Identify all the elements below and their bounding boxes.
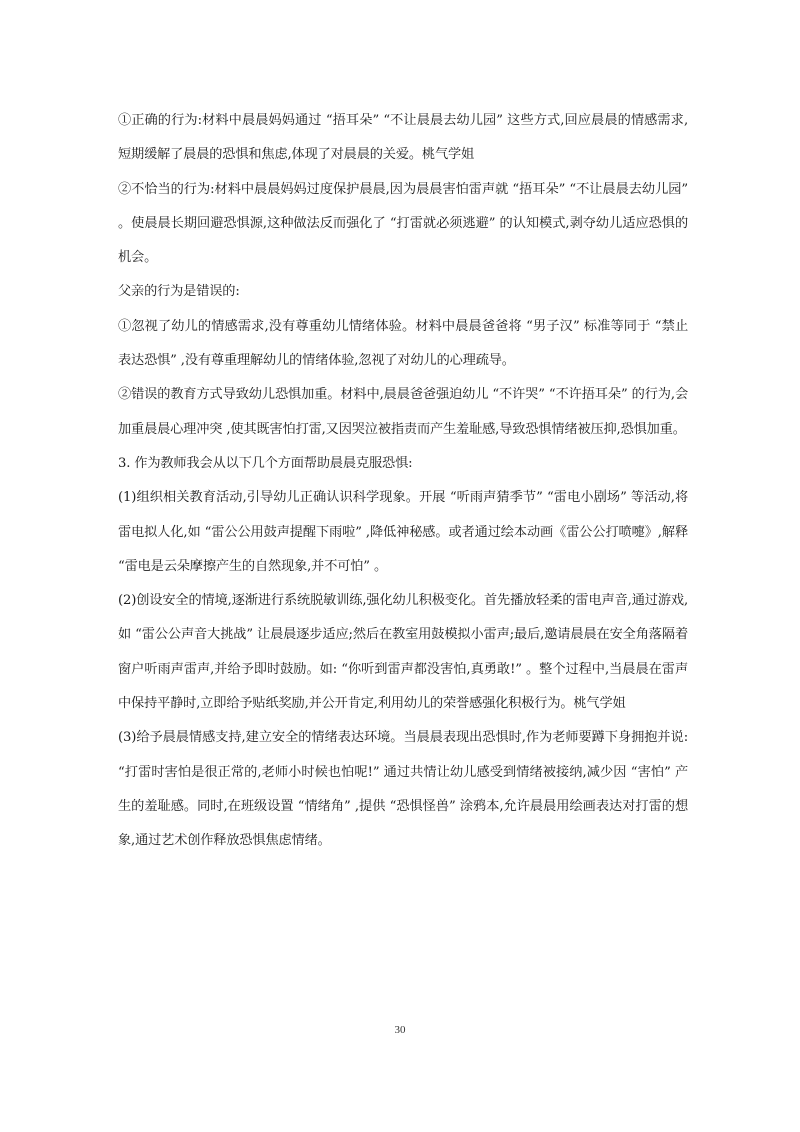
paragraph-father-heading: 父亲的行为是错误的: (118, 284, 240, 300)
page-number: 30 (394, 1024, 406, 1036)
paragraph-mother-correct-behavior: ①正确的行为:材料中晨晨妈妈通过 “捂耳朵” “不让晨晨去幼儿园” 这些方式,回应晨晨的情感需求,短期缓解了晨晨的恐惧和焦虑,体现了对晨晨的关爱。桃气学姐 (118, 113, 688, 163)
paragraph-mother-improper-behavior: ②不恰当的行为:材料中晨晨妈妈过度保护晨晨,因为晨晨害怕雷声就 “捂耳朵” “不让晨晨去幼儿园” 。使晨晨长期回避恐惧源,这种做法反而强化了 “打雷就必须逃避” 的认知模式,剥夺幼儿适应恐惧的机会。 (118, 181, 688, 266)
paragraph-teacher-point-1: (1)组织相关教育活动,引导幼儿正确认识科学现象。开展 “听雨声猜季节” “雷电小剧场” 等活动,将雷电拟人化,如 “雷公公用鼓声提醒下雨啦” ,降低神秘感。或者通过绘本动画《雷公公打喷嚏》,解释 “雷电是云朵摩擦产生的自然现象,并不可怕” 。 (118, 490, 688, 574)
paragraph-teacher-intro: 3. 作为教师我会从以下几个方面帮助晨晨克服恐惧: (118, 455, 413, 471)
paragraph-teacher-point-3: (3)给予晨晨情感支持,建立安全的情绪表达环境。当晨晨表现出恐惧时,作为老师要蹲下身拥抱并说: “打雷时害怕是很正常的,老师小时候也怕呢!” 通过共情让幼儿感受到情绪被接纳,减少因 “害怕” 产生的羞耻感。同时,在班级设置 “情绪角” ,提供 “恐惧怪兽” 涂鸦本,允许晨晨用绘画表达对打雷的想象,通过艺术创作释放恐惧焦虑情绪。 (118, 730, 688, 849)
paragraph-father-ignore-needs: ①忽视了幼儿的情感需求,没有尊重幼儿情绪体验。材料中晨晨爸爸将 “男子汉” 标准等同于 “禁止表达恐惧” ,没有尊重理解幼儿的情绪体验,忽视了对幼儿的心理疏导。 (118, 318, 688, 369)
paragraph-teacher-point-2: (2)创设安全的情境,逐渐进行系统脱敏训练,强化幼儿积极变化。首先播放轻柔的雷电声音,通过游戏,如 “雷公公声音大挑战” 让晨晨逐步适应;然后在教室用鼓模拟小雷声;最后,邀请晨晨在安全角落隔着窗户听雨声雷声,并给予即时鼓励。如: “你听到雷声都没害怕,真勇敢!” 。整个过程中,当晨晨在雷声中保持平静时,立即给予贴纸奖励,并公开肯定,利用幼儿的荣誉感强化积极行为。桃气学姐 (118, 593, 688, 712)
paragraph-father-wrong-method: ②错误的教育方式导致幼儿恐惧加重。材料中,晨晨爸爸强迫幼儿 “不许哭” “不许捂耳朵” 的行为,会加重晨晨心理冲突 ,使其既害怕打雷,又因哭泣被指责而产生羞耻感,导致恐惧情绪被压抑,恐惧加重。 (118, 387, 688, 437)
page-body (118, 104, 688, 859)
